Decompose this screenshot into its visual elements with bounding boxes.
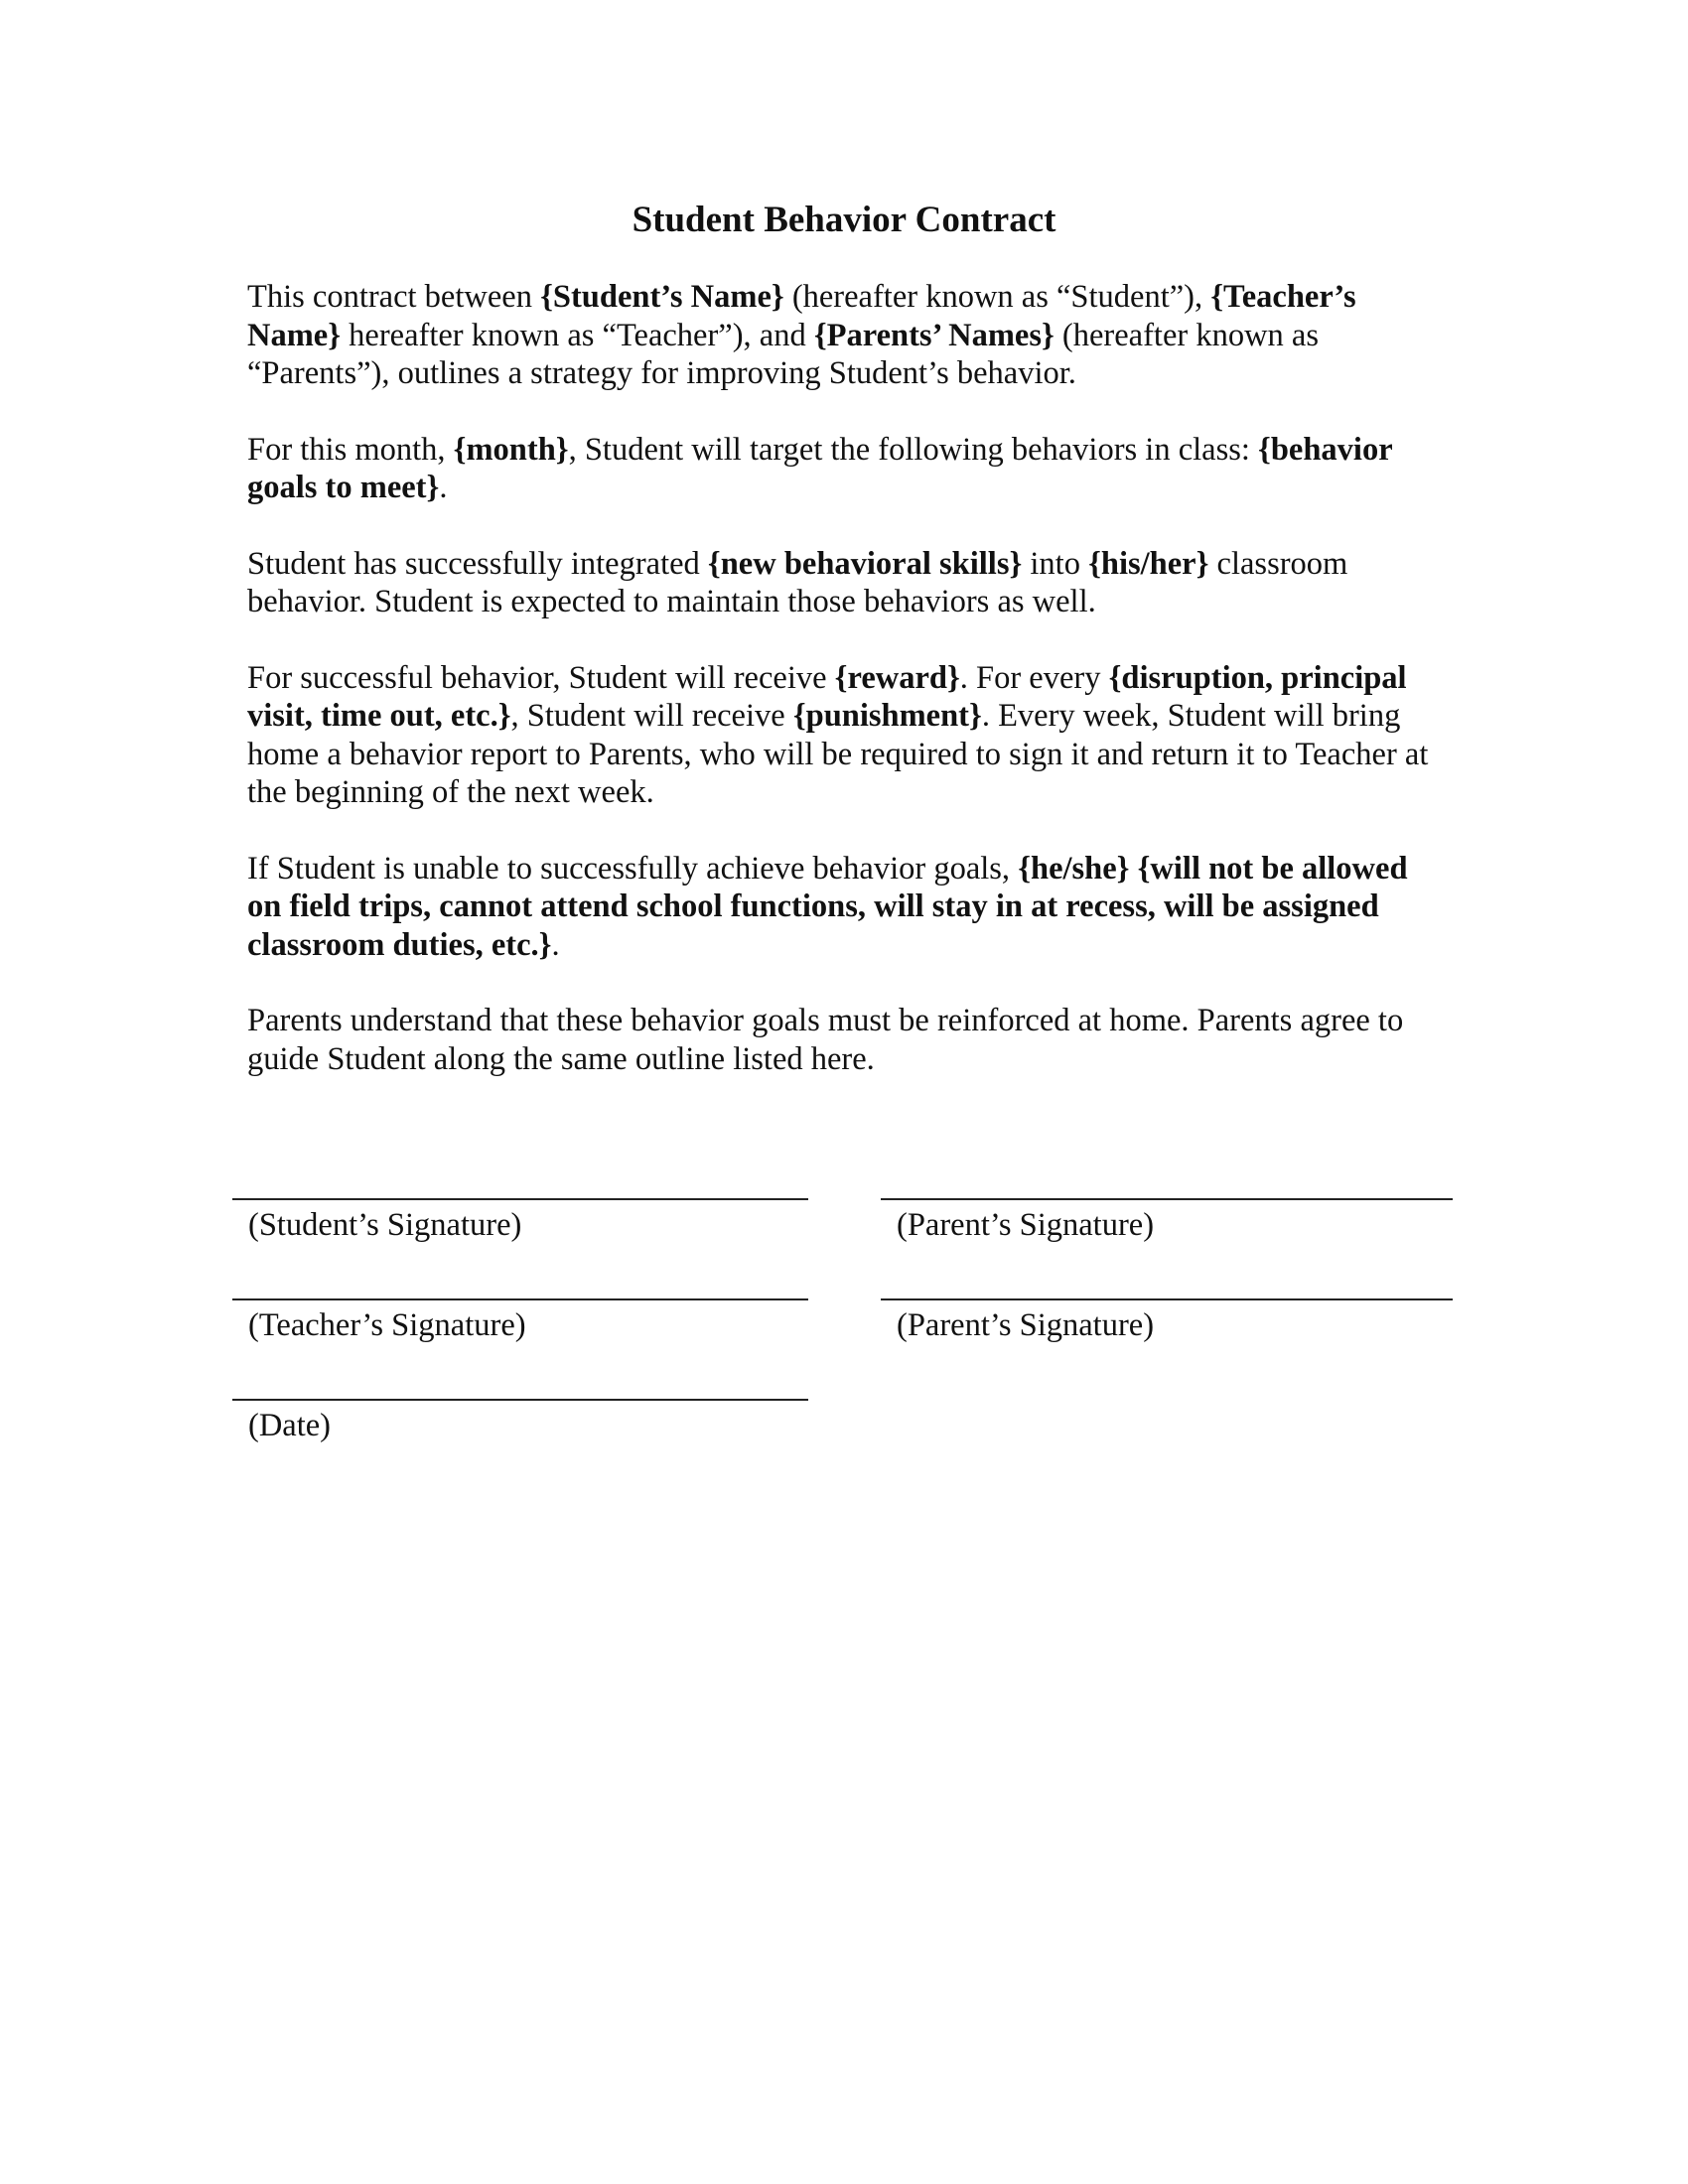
contract-body	[247, 278, 1449, 1116]
text-run: Student has successfully integrated	[247, 545, 708, 582]
student-signature-label: (Student’s Signature)	[248, 1207, 522, 1243]
document-title: Student Behavior Contract	[632, 200, 1056, 240]
text-run: . For every	[959, 659, 1109, 696]
placeholder-teacher-name: {Teacher’s Name}	[247, 279, 1356, 353]
text-run: Parents understand that these behavior goals must be reinforced at home. Parents agree to guide Student along the same outline listed here.	[247, 1003, 1404, 1077]
teacher-signature-label: (Teacher’s Signature)	[248, 1307, 526, 1343]
text-run: This contract between	[247, 279, 541, 315]
teacher-signature-line[interactable]	[232, 1298, 808, 1300]
student-signature-line[interactable]	[232, 1198, 808, 1200]
placeholder-he-she: {he/she}	[1018, 850, 1130, 887]
text-run: (hereafter known as “Student”),	[783, 279, 1211, 315]
text-run: , Student will target the following behaviors in class:	[568, 431, 1259, 468]
placeholder-student-name: {Student’s Name}	[540, 279, 784, 315]
text-run: classroom behavior. Student is expected to maintain those behaviors as well.	[247, 545, 1348, 619]
parent-signature-block-2	[881, 1298, 1453, 1344]
placeholder-behavior-goals: {behavior goals to meet}	[247, 431, 1393, 505]
text-run: If Student is unable to successfully achieve behavior goals,	[247, 850, 1019, 887]
parent-signature-line-2[interactable]	[881, 1298, 1453, 1300]
text-run: .	[439, 470, 448, 505]
text-run: , Student will receive	[510, 698, 793, 734]
placeholder-new-skills: {new behavioral skills}	[707, 545, 1023, 582]
student-signature-block	[232, 1198, 808, 1244]
placeholder-reward: {reward}	[834, 659, 960, 696]
date-label: (Date)	[248, 1408, 331, 1443]
text-run: into	[1022, 545, 1089, 582]
parent-signature-label-1: (Parent’s Signature)	[897, 1207, 1155, 1243]
text-run: For this month,	[247, 431, 454, 468]
paragraph-rewards	[247, 659, 1449, 812]
date-line[interactable]	[232, 1399, 808, 1401]
paragraph-goals	[247, 431, 1449, 507]
teacher-signature-block	[232, 1298, 808, 1344]
placeholder-punishment: {punishment}	[792, 698, 982, 734]
placeholder-consequences: {will not be allowed on field trips, cannot attend school functions, will stay in at recess, will be assigned classroom duties, etc.}	[247, 850, 1408, 963]
placeholder-parents-names: {Parents’ Names}	[813, 317, 1055, 353]
text-run	[1129, 851, 1137, 887]
paragraph-parents-agreement	[247, 1002, 1449, 1078]
paragraph-parties	[247, 278, 1449, 393]
text-run: hereafter known as “Teacher”), and	[341, 317, 814, 353]
text-run: .	[551, 926, 560, 963]
paragraph-skills	[247, 545, 1449, 621]
paragraph-consequences	[247, 850, 1449, 965]
placeholder-his-her: {his/her}	[1088, 545, 1209, 582]
text-run: . Every week, Student will bring home a behavior report to Parents, who will be required to sign it and return it to Teacher at the beginning of the next week.	[247, 698, 1429, 810]
date-block	[232, 1399, 808, 1444]
parent-signature-block-1	[881, 1198, 1453, 1244]
parent-signature-line-1[interactable]	[881, 1198, 1453, 1200]
parent-signature-label-2: (Parent’s Signature)	[897, 1307, 1155, 1343]
placeholder-month: {month}	[453, 431, 569, 468]
placeholder-disruption: {disruption, principal visit, time out, etc.}	[247, 659, 1407, 734]
text-run: For successful behavior, Student will receive	[247, 659, 835, 696]
text-run: (hereafter known as “Parents”), outlines a strategy for improving Student’s behavior.	[247, 317, 1319, 391]
